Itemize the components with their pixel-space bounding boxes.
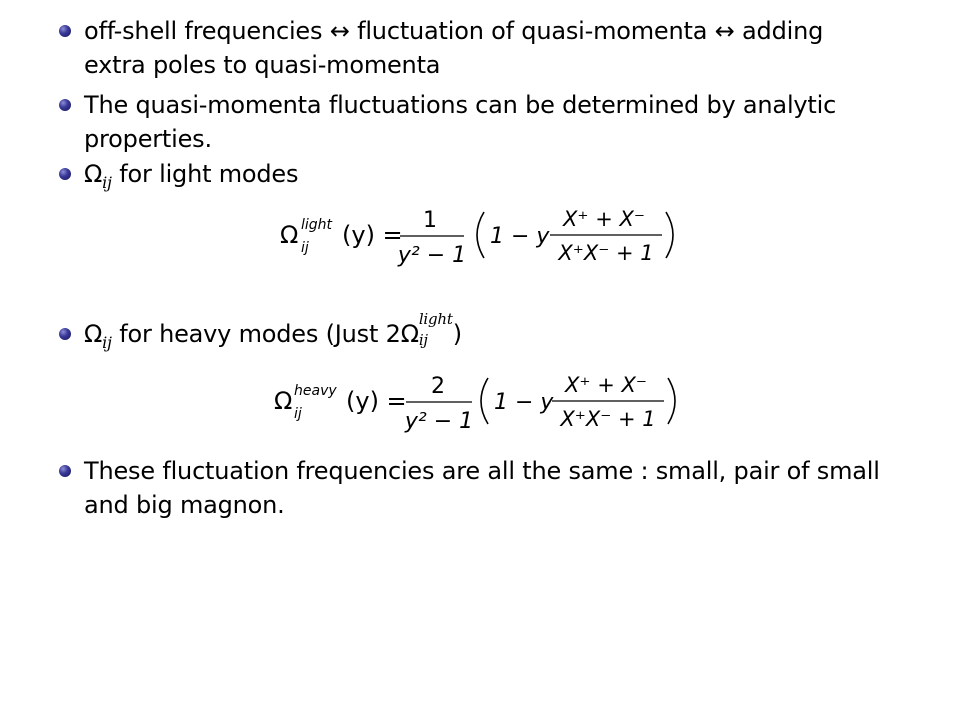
equation-heavy-svg	[266, 364, 690, 442]
inner-omega-sup: light	[418, 310, 453, 328]
omega-subscript: ij	[102, 172, 112, 192]
inner-omega-scripts	[418, 310, 453, 349]
bullet-2-line-1: The quasi-momenta fluctuations can be determined by analytic	[84, 91, 837, 119]
inner-omega-symbol: Ω	[400, 320, 419, 348]
omega-subscript: ij	[102, 332, 112, 352]
equation-light	[270, 196, 690, 274]
lhs-sub: ij	[294, 406, 302, 422]
bullet-marker	[59, 465, 71, 477]
bullet-marker	[59, 99, 71, 111]
paren-body: 1 − y	[490, 224, 550, 249]
inner-denominator: X⁺X⁻ + 1	[558, 241, 654, 265]
left-paren	[477, 212, 484, 258]
lhs-sup: light	[301, 217, 333, 233]
close-paren: )	[452, 320, 462, 348]
fraction-denominator: y² − 1	[404, 409, 474, 434]
text: for light modes	[119, 160, 299, 188]
bullet-2-line-2: properties.	[84, 125, 212, 153]
inner-omega-sub: ij	[418, 331, 428, 349]
bullet-3-line-1	[84, 157, 298, 200]
lhs-omega: Ω	[274, 387, 293, 415]
right-paren	[668, 378, 675, 424]
inner-numerator: X⁺ + X⁻	[565, 373, 647, 397]
lhs-arg: (y) =	[342, 221, 403, 249]
paren-body: 1 − y	[494, 390, 554, 415]
bullet-marker	[59, 25, 71, 37]
fraction-numerator: 1	[423, 208, 437, 233]
left-right-arrow-icon: ↔	[714, 17, 735, 45]
left-right-arrow-icon: ↔	[329, 17, 350, 45]
equation-heavy	[266, 364, 690, 442]
text: adding	[742, 17, 824, 45]
bullet-5-line-1: These fluctuation frequencies are all the same : small, pair of small	[84, 457, 880, 485]
lhs-omega: Ω	[280, 221, 299, 249]
inner-denominator: X⁺X⁻ + 1	[560, 407, 656, 431]
bullet-5-line-2: and big magnon.	[84, 491, 285, 519]
text: fluctuation of quasi-momenta	[357, 17, 708, 45]
bullet-marker	[59, 168, 71, 180]
omega-symbol: Ω	[84, 320, 103, 348]
bullet-marker	[59, 328, 71, 340]
bullet-1-line-1	[84, 14, 823, 48]
bullet-4-line-1	[84, 310, 462, 360]
lhs-arg: (y) =	[346, 387, 407, 415]
inner-numerator: X⁺ + X⁻	[563, 207, 645, 231]
equation-light-svg	[270, 196, 690, 274]
fraction-denominator: y² − 1	[397, 243, 467, 268]
right-paren	[666, 212, 673, 258]
fraction-numerator: 2	[431, 374, 445, 399]
lhs-sup: heavy	[294, 383, 337, 399]
lhs-sub: ij	[301, 240, 309, 256]
text: for heavy modes (Just 2	[119, 320, 401, 348]
left-paren	[481, 378, 488, 424]
bullet-1-line-2: extra poles to quasi-momenta	[84, 51, 441, 79]
omega-symbol: Ω	[84, 160, 103, 188]
text: off-shell frequencies	[84, 17, 323, 45]
